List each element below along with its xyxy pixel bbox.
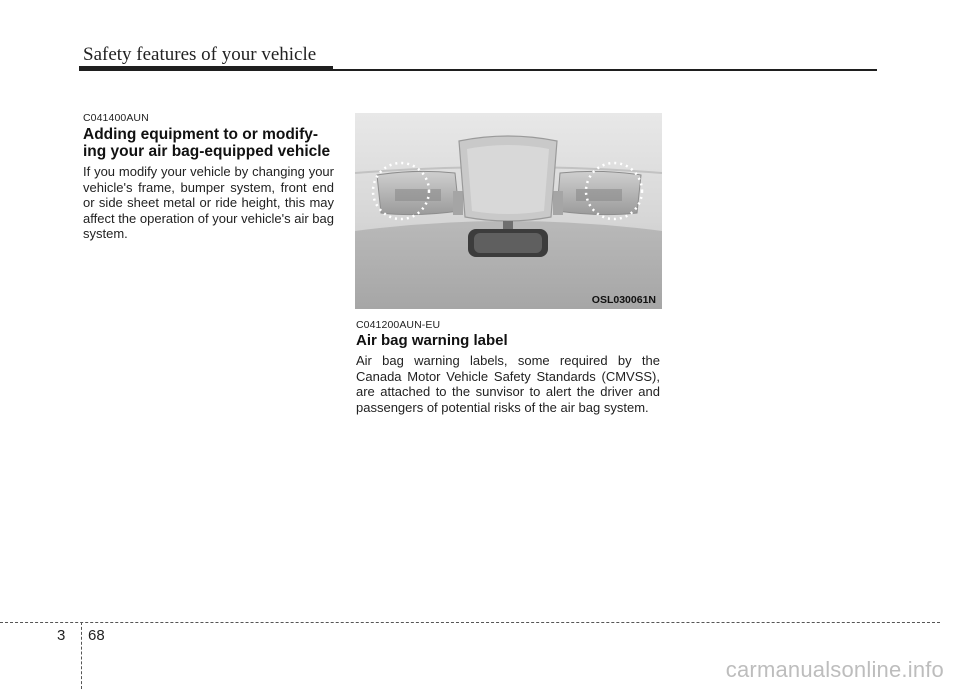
page-number: 68 — [88, 627, 105, 644]
chapter-number: 3 — [57, 627, 66, 644]
sunvisor-illustration — [355, 113, 662, 309]
sunvisor-figure — [355, 113, 662, 309]
header-rule-thin — [333, 69, 877, 71]
section-code-equipment: C041400AUN — [83, 112, 149, 124]
footer-divider — [81, 622, 82, 689]
paragraph-warning-label: Air bag warning labels, some required by the Canada Motor Vehicle Safety Standards (CMVSS), are attached to the sunvisor to alert the driver and passengers of potential risks of the air bag system. — [356, 353, 660, 415]
section-title: Safety features of your vehicle — [83, 44, 317, 65]
header-rule-thick — [79, 66, 333, 71]
footer-rule — [0, 622, 940, 623]
heading-line-2: ing your air bag-equipped vehicle — [83, 143, 331, 160]
heading-line-1: Adding equipment to or modify- — [83, 126, 319, 143]
watermark-logo: carmanualsonline.info — [725, 657, 944, 682]
section-code-warning-label: C041200AUN-EU — [356, 319, 441, 331]
figure-code: OSL030061N — [591, 294, 656, 306]
heading-airbag-warning-label: Air bag warning label — [356, 332, 508, 349]
paragraph-equipment: If you modify your vehicle by changing your vehicle's frame, bumper system, front end or side sheet metal or ride height, this may affect the operation of your vehicle's air bag system. — [83, 164, 334, 241]
heading-adding-equipment — [83, 126, 343, 160]
